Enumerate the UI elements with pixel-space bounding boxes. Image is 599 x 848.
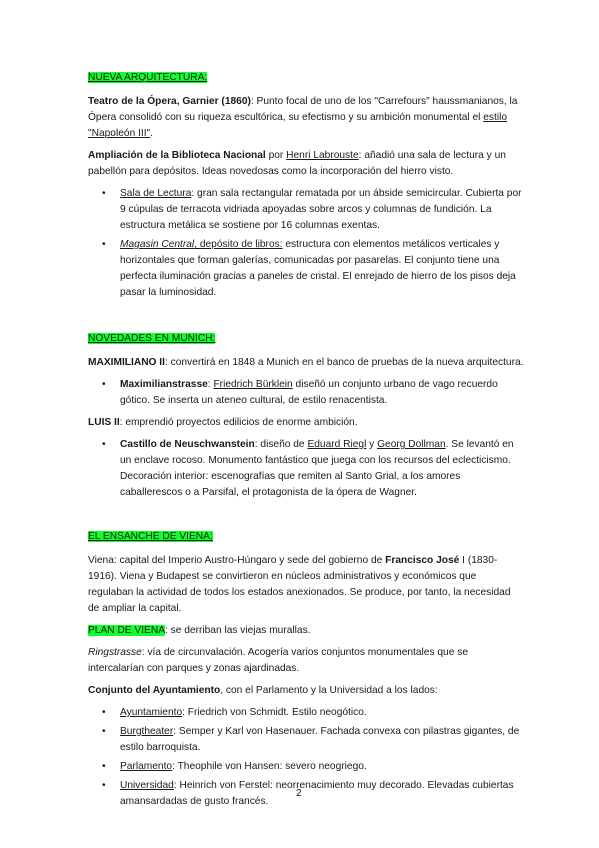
link-friedrich-burklein[interactable]: Friedrich Bürklein bbox=[213, 379, 293, 390]
bullet-icon: • bbox=[102, 188, 106, 199]
list-maximiliano bbox=[88, 377, 524, 409]
list-item: • Castillo de Neuschwanstein: diseño de Eduard Riegl y Georg Dollman. Se levantó en un enclave rocoso. Monumento fantástico que juega con los recursos del eclecticismo. Decoración interior: escenografías que remiten al Santo Grial, a los amores caballerescos o a Parsifal, el protagonista de la ópera de Wagner. bbox=[102, 439, 514, 498]
list-item: • Ayuntamiento: Friedrich von Schmidt. Estilo neogótico. bbox=[88, 705, 524, 721]
section-heading-viena: EL ENSANCHE DE VIENA: bbox=[88, 531, 213, 542]
paragraph-opera: Teatro de la Ópera, Garnier (1860): Punto focal de uno de los "Carrefours" haussmanianos, la Ópera consolidó con su riqueza escultórica, su efectismo y su ambición monumental el estilo "Napoleón III". bbox=[88, 96, 518, 139]
list-item: • Burgtheater: Semper y Karl von Hasenauer. Fachada convexa con pilastras gigantes, de estilo barroquista. bbox=[102, 726, 520, 753]
link-estilo[interactable]: estilo "Napoleón III" bbox=[88, 112, 508, 139]
list-item: • Magasin Central, depósito de libros: estructura con elementos metálicos verticales y horizontales que forman galerías, comunicadas por pasarelas. El conjunto tiene una perfecta iluminación gracias a paneles de cristal. El enrejado de hierro de los pisos deja pasar la luminosidad. bbox=[102, 239, 516, 298]
paragraph-maximiliano: MAXIMILIANO II: convertirá en 1848 a Munich en el banco de pruebas de la nueva arquitectura. bbox=[88, 357, 524, 368]
list-luis bbox=[88, 437, 524, 501]
link-georg-dollman[interactable]: Georg Dollman bbox=[377, 439, 446, 450]
paragraph-viena: Viena: capital del Imperio Austro-Húngaro y sede del gobierno de Francisco José I (1830-1916). Viena y Budapest se convirtieron en núcleos administrativos y económicos que regulaban la actividad de todos los estados anexionados. Se produce, por tanto, la necesidad de ampliar la capital. bbox=[88, 555, 511, 614]
bullet-icon: • bbox=[102, 439, 106, 450]
list-item: • Maximilianstrasse: Friedrich Bürklein diseñó un conjunto urbano de vago recuerdo gótico. Se inserta un ateneo cultural, de estilo renacentista. bbox=[102, 379, 498, 406]
document-body bbox=[88, 70, 524, 816]
list-ayuntamiento bbox=[88, 705, 524, 810]
bullet-icon: • bbox=[102, 726, 106, 737]
bullet-icon: • bbox=[102, 761, 106, 772]
bullet-icon: • bbox=[102, 707, 106, 718]
link-henri-labrouste[interactable]: Henri Labrouste bbox=[286, 150, 359, 161]
list-item: • Parlamento: Theophile von Hansen: severo neogriego. bbox=[88, 759, 524, 775]
page-number: 2 bbox=[296, 788, 302, 799]
paragraph-ringstrasse: Ringstrasse: vía de circunvalación. Acogería varios conjuntos monumentales que se intercalarían con parques y zonas ajardinadas. bbox=[88, 647, 468, 674]
paragraph-luis: LUIS II: emprendió proyectos edilicios de enorme ambición. bbox=[88, 417, 358, 428]
list-biblioteca bbox=[88, 186, 524, 301]
bullet-icon: • bbox=[102, 379, 106, 390]
bullet-icon: • bbox=[102, 239, 106, 250]
paragraph-plan-viena: PLAN DE VIENA: se derriban las viejas murallas. bbox=[88, 625, 311, 636]
paragraph-ayuntamiento: Conjunto del Ayuntamiento, con el Parlamento y la Universidad a los lados: bbox=[88, 685, 438, 696]
list-item: • Sala de Lectura: gran sala rectangular rematada por un ábside semicircular. Cubierta por 9 cúpulas de terracota vidriada apoyadas sobre arcos y columnas de fundición. La estructura metálica se sostiene por 16 columnas exentas. bbox=[102, 188, 522, 231]
list-item: • Universidad: Heinrich von Ferstel: neorrenacimiento muy decorado. Elevadas cubiertas amansardadas de gusto francés. bbox=[102, 780, 514, 807]
bullet-icon: • bbox=[102, 780, 106, 791]
section-heading-nueva-arquitectura: NUEVA ARQUITECTURA: bbox=[88, 72, 208, 83]
link-eduard-riegl[interactable]: Eduard Riegl bbox=[307, 439, 367, 450]
paragraph-biblioteca: Ampliación de la Biblioteca Nacional por Henri Labrouste: añadió una sala de lectura y un pabellón para depósitos. Ideas novedosas como la incorporación del hierro visto. bbox=[88, 150, 506, 177]
section-heading-munich: NOVEDADES EN MUNICH: bbox=[88, 333, 216, 344]
